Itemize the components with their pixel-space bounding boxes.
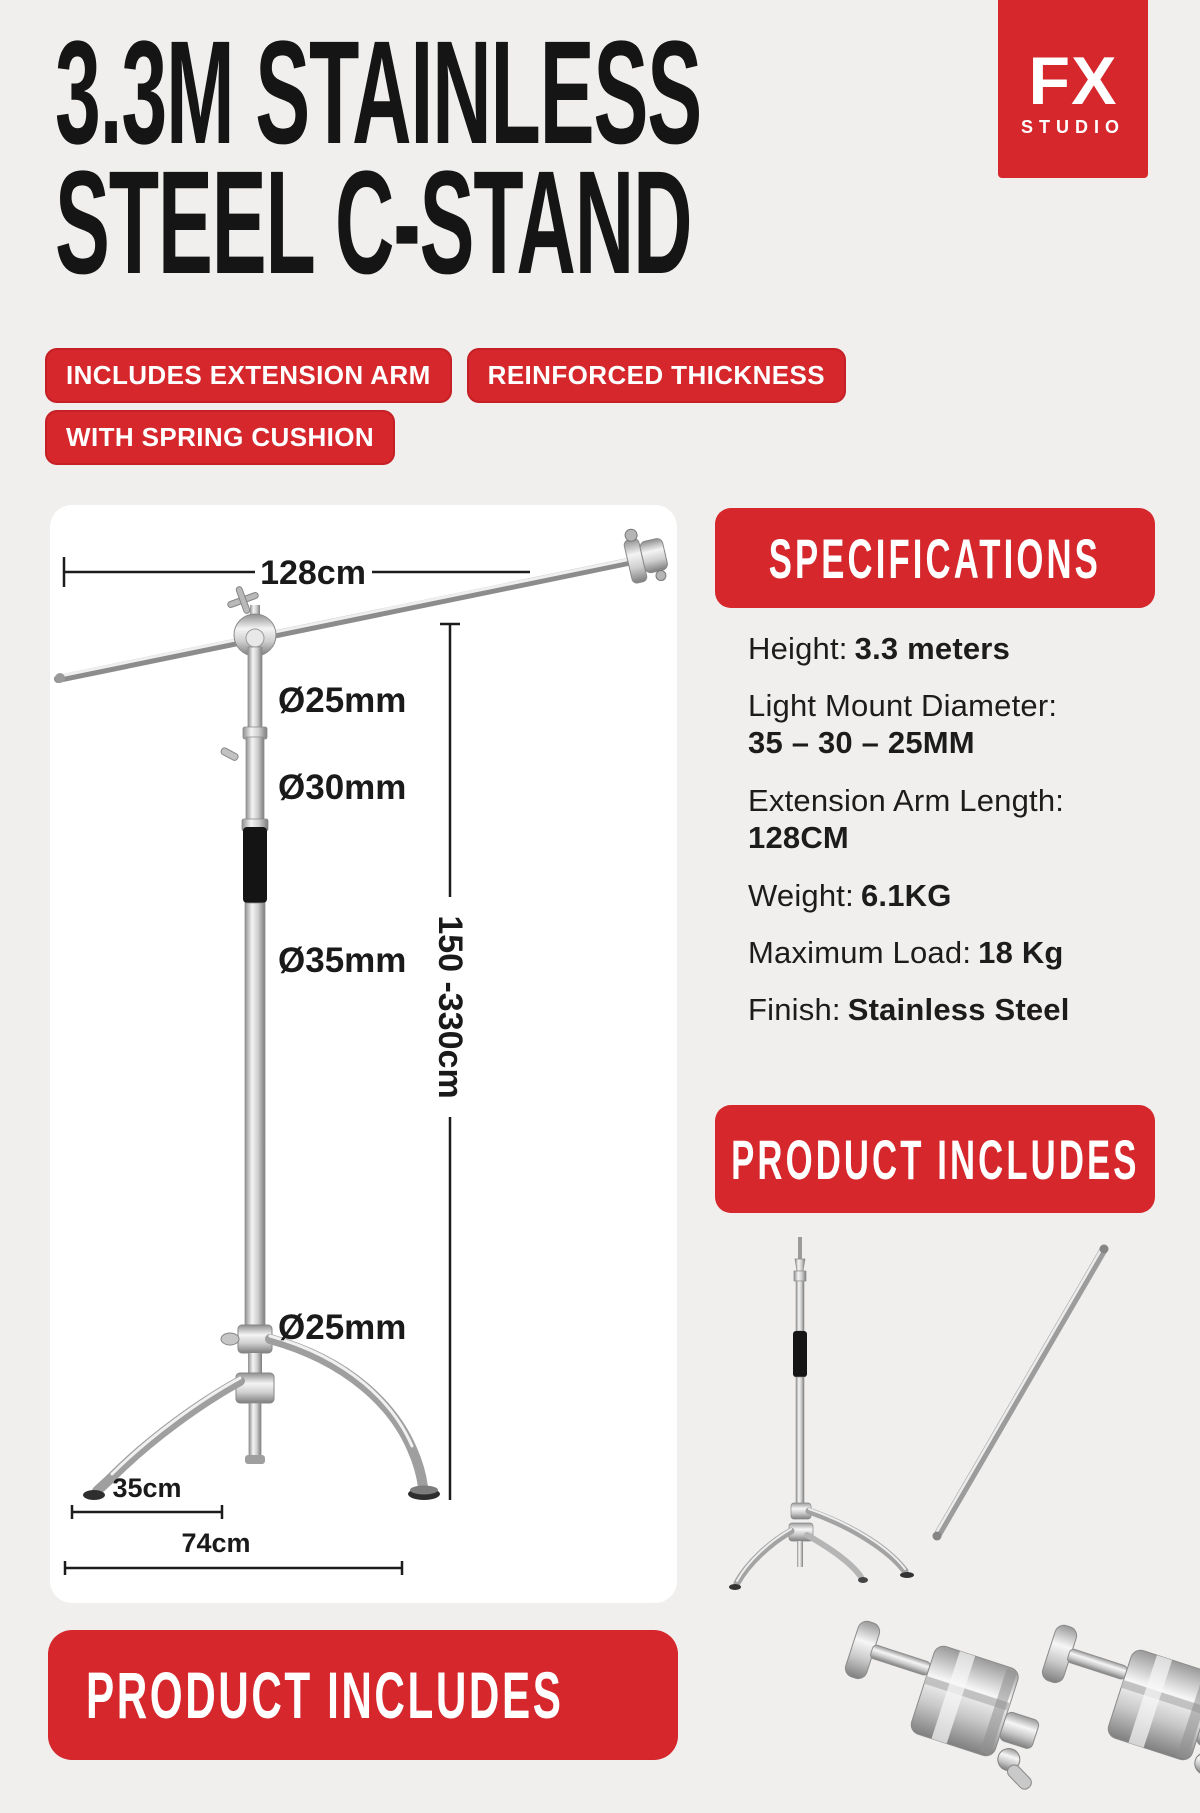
specifications-heading-text: SPECIFICATIONS	[768, 526, 1102, 590]
dim-35-line	[72, 1505, 222, 1519]
spec-maximum-load	[748, 934, 1178, 971]
grip-head-left-image	[826, 1619, 1066, 1794]
spec-label: Extension Arm Length:	[748, 783, 1065, 818]
spec-light-mount-diameter	[748, 687, 1178, 761]
diagram-card	[50, 505, 677, 1603]
specifications-header	[715, 508, 1155, 608]
label-top-diameter: Ø25mm	[278, 681, 407, 720]
brand-logo-name: FX	[1028, 42, 1118, 119]
spec-value: 3.3 meters	[854, 631, 1011, 666]
arm-clamp-icon	[621, 523, 671, 587]
badge-reinforced-thickness: REINFORCED THICKNESS	[467, 348, 846, 403]
specifications-list	[748, 630, 1178, 1048]
label-base-diameter: Ø25mm	[278, 1308, 407, 1347]
brand-logo	[998, 0, 1148, 178]
spec-label: Weight:	[748, 878, 854, 913]
included-cstand-image	[729, 1237, 914, 1590]
label-middle-diameter: Ø30mm	[278, 768, 407, 807]
product-includes-banner-bottom	[48, 1630, 678, 1760]
dim-74-line	[65, 1561, 402, 1575]
spec-value: 18 Kg	[978, 935, 1064, 970]
spec-value: 35 – 30 – 25MM	[748, 725, 975, 760]
product-includes-figures	[685, 1225, 1200, 1805]
spec-label: Height:	[748, 631, 848, 666]
spec-label: Maximum Load:	[748, 935, 972, 970]
badge-row-2	[45, 410, 395, 465]
badge-spring-cushion: WITH SPRING CUSHION	[45, 410, 395, 465]
label-lower-diameter: Ø35mm	[278, 941, 407, 980]
spec-weight	[748, 877, 1178, 914]
page-title	[55, 11, 702, 305]
spec-label: Light Mount Diameter:	[748, 688, 1058, 723]
product-includes-heading-bottom-text: PRODUCT INCLUDES	[86, 1658, 564, 1732]
black-grip-sleeve	[243, 827, 267, 903]
spec-value: 6.1KG	[860, 878, 952, 913]
spec-height	[748, 630, 1178, 667]
spec-label: Finish:	[748, 992, 841, 1027]
brand-logo-subtitle: STUDIO	[1020, 116, 1125, 137]
label-height-range: 150 -330cm	[431, 915, 469, 1099]
label-leg-inner-span: 35cm	[112, 1473, 182, 1503]
product-includes-heading-right-text: PRODUCT INCLUDES	[730, 1127, 1140, 1191]
included-extension-arm-image	[933, 1245, 1109, 1541]
page-title-line-1: 3.3M STAINLESS	[55, 11, 702, 175]
spec-value: 128CM	[748, 820, 849, 855]
page-title-line-2: STEEL C-STAND	[55, 141, 692, 305]
grip-head-right-image	[1023, 1623, 1200, 1798]
spec-value: Stainless Steel	[847, 992, 1070, 1027]
label-arm-length: 128cm	[260, 554, 366, 592]
product-includes-header-right	[715, 1105, 1155, 1213]
product-includes-illustration	[685, 1225, 1200, 1805]
badge-extension-arm: INCLUDES EXTENSION ARM	[45, 348, 452, 403]
badge-row-1	[45, 348, 846, 403]
label-leg-outer-span: 74cm	[181, 1528, 251, 1558]
cstand-diagram	[50, 505, 677, 1603]
spec-extension-arm-length	[748, 782, 1178, 856]
spec-finish	[748, 991, 1178, 1028]
